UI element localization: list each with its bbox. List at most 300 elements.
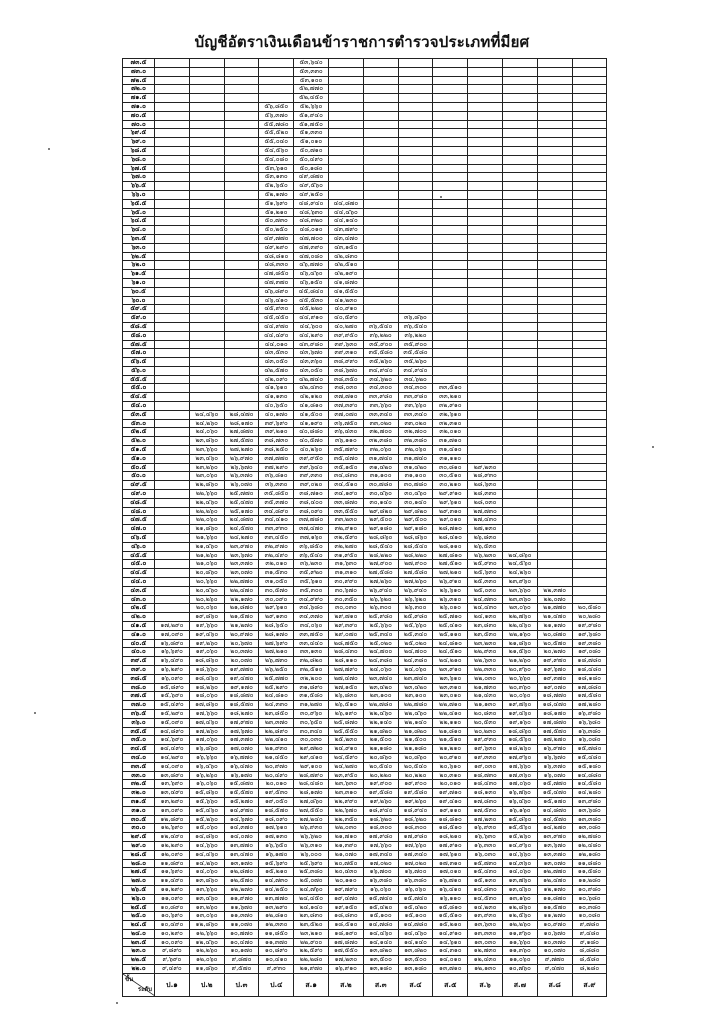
salary-cell: ๑๓,๒๙๐ bbox=[259, 903, 294, 912]
salary-cell bbox=[537, 578, 572, 587]
step-cell: ๕๘.๐ bbox=[123, 331, 155, 340]
table-row bbox=[123, 630, 607, 639]
salary-cell bbox=[572, 481, 607, 490]
salary-cell bbox=[155, 595, 190, 604]
salary-cell: ๒๑,๘๗๐ bbox=[224, 604, 259, 613]
salary-cell: ๒๔,๘๖๐ bbox=[502, 551, 537, 560]
step-cell: ๒๔.๕ bbox=[123, 921, 155, 930]
salary-cell: ๑๑,๒๗๐ bbox=[537, 912, 572, 921]
salary-cell: ๕๑,๗๕๐ bbox=[294, 120, 329, 129]
salary-cell bbox=[398, 155, 433, 164]
salary-cell: ๔๗,๓๙๐ bbox=[294, 243, 329, 252]
salary-cell: ๑๐,๓๘๐ bbox=[572, 903, 607, 912]
salary-cell bbox=[502, 287, 537, 296]
salary-cell bbox=[537, 331, 572, 340]
salary-cell: ๑๗,๒๖๐ bbox=[189, 727, 224, 736]
salary-cell bbox=[537, 155, 572, 164]
salary-cell bbox=[189, 120, 224, 129]
salary-cell: ๑๔,๑๔๐ bbox=[398, 938, 433, 947]
salary-cell: ๑๓,๖๘๐ bbox=[572, 806, 607, 815]
table-row bbox=[123, 102, 607, 111]
step-cell: ๒๕.๕ bbox=[123, 903, 155, 912]
salary-cell bbox=[502, 349, 537, 358]
salary-cell: ๑๓,๓๓๐ bbox=[468, 929, 503, 938]
table-row bbox=[123, 789, 607, 798]
salary-cell: ๒๐,๖๑๐ bbox=[433, 762, 468, 771]
salary-cell: ๒๙,๘๒๐ bbox=[363, 507, 398, 516]
salary-cell: ๒๕,๗๗๐ bbox=[259, 674, 294, 683]
salary-cell bbox=[433, 67, 468, 76]
salary-cell: ๒๘,๙๓๐ bbox=[468, 472, 503, 481]
salary-cell: ๑๙,๐๖๐ bbox=[189, 648, 224, 657]
salary-cell: ๑๖,๐๙๐ bbox=[155, 674, 190, 683]
salary-cell: ๒๐,๐๑๐ bbox=[433, 780, 468, 789]
salary-cell: ๒๔,๗๓๐ bbox=[468, 595, 503, 604]
level-header: ส.๕ bbox=[433, 973, 468, 996]
salary-cell bbox=[189, 366, 224, 375]
salary-cell: ๒๗,๘๖๐ bbox=[294, 797, 329, 806]
salary-cell: ๑๓,๘๒๐ bbox=[398, 947, 433, 956]
step-cell: ๒๗.๐ bbox=[123, 877, 155, 886]
salary-cell bbox=[537, 366, 572, 375]
salary-cell: ๒๗,๒๗๐ bbox=[224, 446, 259, 455]
salary-cell bbox=[468, 173, 503, 182]
salary-cell: ๓๘,๗๓๐ bbox=[259, 437, 294, 446]
salary-cell: ๒๐,๖๗๐ bbox=[224, 639, 259, 648]
salary-cell: ๒๐,๒๗๐ bbox=[537, 648, 572, 657]
salary-cell bbox=[502, 463, 537, 472]
salary-cell: ๑๒,๗๘๐ bbox=[572, 833, 607, 842]
salary-cell bbox=[155, 393, 190, 402]
salary-cell bbox=[398, 111, 433, 120]
salary-cell bbox=[363, 190, 398, 199]
salary-cell bbox=[572, 226, 607, 235]
salary-cell: ๒๙,๑๓๐ bbox=[259, 613, 294, 622]
salary-cell: ๒๘,๔๓๐ bbox=[328, 648, 363, 657]
salary-cell bbox=[537, 102, 572, 111]
table-row bbox=[123, 718, 607, 727]
salary-cell bbox=[189, 402, 224, 411]
step-cell: ๔๙.๕ bbox=[123, 481, 155, 490]
salary-cell bbox=[224, 349, 259, 358]
salary-cell: ๕๒,๖๕๐ bbox=[259, 182, 294, 191]
table-row bbox=[123, 507, 607, 516]
salary-cell: ๓๗,๗๘๐ bbox=[294, 516, 329, 525]
salary-cell bbox=[259, 59, 294, 68]
step-cell: ๔๙.๐ bbox=[123, 490, 155, 499]
salary-cell: ๑๓,๘๖๐ bbox=[189, 877, 224, 886]
salary-cell bbox=[189, 164, 224, 173]
salary-cell: ๓๐,๗๘๐ bbox=[398, 481, 433, 490]
step-cell: ๖๔.๕ bbox=[123, 217, 155, 226]
salary-cell bbox=[189, 129, 224, 138]
salary-cell bbox=[398, 296, 433, 305]
salary-cell: ๑๔,๙๖๐ bbox=[502, 841, 537, 850]
salary-cell: ๑๕,๗๘๐ bbox=[572, 745, 607, 754]
salary-cell: ๑๓,๗๗๐ bbox=[224, 841, 259, 850]
salary-cell bbox=[537, 296, 572, 305]
salary-cell bbox=[433, 331, 468, 340]
table-row bbox=[123, 270, 607, 279]
salary-cell: ๑๖,๙๘๐ bbox=[572, 709, 607, 718]
salary-cell: ๓๘,๙๙๐ bbox=[328, 358, 363, 367]
salary-cell: ๒๐,๐๖๐ bbox=[502, 692, 537, 701]
salary-cell: ๔๙,๘๗๐ bbox=[294, 173, 329, 182]
salary-cell: ๓๗,๑๖๐ bbox=[294, 534, 329, 543]
table-row bbox=[123, 824, 607, 833]
salary-cell: ๑๘,๕๗๐ bbox=[224, 701, 259, 710]
salary-cell bbox=[433, 340, 468, 349]
salary-cell: ๑๕,๗๓๐ bbox=[468, 859, 503, 868]
salary-cell: ๑๒,๔๙๐ bbox=[155, 833, 190, 842]
salary-cell: ๒๐,๗๕๐ bbox=[328, 859, 363, 868]
salary-cell: ๑๓,๔๗๐ bbox=[224, 850, 259, 859]
salary-cell: ๒๗,๒๑๐ bbox=[433, 569, 468, 578]
salary-cell: ๑๗,๒๓๐ bbox=[468, 815, 503, 824]
salary-cell bbox=[468, 358, 503, 367]
salary-cell bbox=[537, 542, 572, 551]
salary-cell: ๔๖,๔๑๐ bbox=[259, 296, 294, 305]
salary-cell: ๔๘,๓๒๐ bbox=[294, 217, 329, 226]
salary-cell: ๑๒,๘๑๐ bbox=[259, 912, 294, 921]
salary-cell bbox=[189, 138, 224, 147]
table-row bbox=[123, 877, 607, 886]
salary-cell: ๓๖,๒๒๐ bbox=[398, 331, 433, 340]
salary-cell: ๑๑,๕๘๐ bbox=[572, 868, 607, 877]
header-row bbox=[123, 973, 607, 996]
salary-cell: ๓๕,๙๐๐ bbox=[398, 340, 433, 349]
salary-cell: ๒๔,๒๗๐ bbox=[224, 534, 259, 543]
salary-cell: ๓๐,๙๙๐ bbox=[328, 578, 363, 587]
salary-cell: ๑๖,๔๖๐ bbox=[189, 762, 224, 771]
salary-cell: ๒๔,๙๑๐ bbox=[328, 745, 363, 754]
salary-cell: ๔๔,๐๑๐ bbox=[259, 340, 294, 349]
salary-cell: ๑๘,๒๖๐ bbox=[502, 745, 537, 754]
salary-cell: ๑๐,๐๙๐ bbox=[155, 938, 190, 947]
table-row bbox=[123, 199, 607, 208]
salary-cell bbox=[468, 366, 503, 375]
salary-cell: ๒๗,๘๑๐ bbox=[433, 551, 468, 560]
salary-cell: ๔๐,๕๙๐ bbox=[328, 314, 363, 323]
step-cell: ๖๒.๕ bbox=[123, 252, 155, 261]
salary-cell: ๒๓,๒๓๐ bbox=[468, 639, 503, 648]
salary-cell: ๑๗,๖๖๐ bbox=[189, 709, 224, 718]
salary-cell bbox=[468, 111, 503, 120]
salary-cell: ๒๓,๒๖๐ bbox=[189, 463, 224, 472]
step-cell: ๕๒.๐ bbox=[123, 437, 155, 446]
salary-cell bbox=[433, 217, 468, 226]
step-cell: ๔๘.๕ bbox=[123, 498, 155, 507]
salary-cell: ๒๗,๑๕๐ bbox=[328, 683, 363, 692]
salary-cell bbox=[189, 314, 224, 323]
salary-cell bbox=[502, 340, 537, 349]
salary-cell: ๓๙,๖๔๐ bbox=[294, 463, 329, 472]
salary-cell: ๑๕,๔๘๐ bbox=[572, 753, 607, 762]
salary-cell: ๓๐,๘๑๐ bbox=[433, 463, 468, 472]
salary-cell bbox=[502, 446, 537, 455]
salary-cell bbox=[537, 402, 572, 411]
salary-cell: ๒๑,๔๓๐ bbox=[468, 692, 503, 701]
salary-cell bbox=[433, 358, 468, 367]
salary-cell bbox=[433, 287, 468, 296]
salary-cell: ๑๐,๔๙๐ bbox=[155, 921, 190, 930]
step-cell: ๖๑.๐ bbox=[123, 278, 155, 287]
salary-cell: ๑๑,๘๘๐ bbox=[572, 859, 607, 868]
salary-cell: ๓๑,๘๙๐ bbox=[294, 683, 329, 692]
salary-cell: ๑๙,๔๗๐ bbox=[328, 894, 363, 903]
salary-cell: ๒๑,๘๒๐ bbox=[363, 727, 398, 736]
salary-cell: ๑๘,๗๗๐ bbox=[537, 692, 572, 701]
salary-cell: ๑๘,๖๖๐ bbox=[189, 665, 224, 674]
salary-cell: ๑๒,๗๓๐ bbox=[468, 947, 503, 956]
salary-cell bbox=[224, 199, 259, 208]
salary-cell: ๑๒,๖๖๐ bbox=[189, 929, 224, 938]
salary-cell bbox=[502, 384, 537, 393]
salary-cell bbox=[537, 146, 572, 155]
salary-cell bbox=[433, 146, 468, 155]
salary-cell bbox=[155, 67, 190, 76]
salary-cell: ๒๗,๒๔๐ bbox=[294, 815, 329, 824]
salary-cell: ๓๕,๖๑๐ bbox=[294, 578, 329, 587]
salary-cell bbox=[398, 76, 433, 85]
salary-cell: ๒๐,๒๒๐ bbox=[363, 771, 398, 780]
salary-cell: ๓๐,๗๘๐ bbox=[363, 481, 398, 490]
salary-cell bbox=[189, 102, 224, 111]
salary-cell bbox=[433, 261, 468, 270]
salary-cell: ๔๘,๓๓๐ bbox=[259, 261, 294, 270]
salary-cell bbox=[189, 305, 224, 314]
salary-cell: ๑๙,๔๖๐ bbox=[502, 709, 537, 718]
salary-cell: ๒๑,๗๓๐ bbox=[468, 683, 503, 692]
salary-cell bbox=[155, 146, 190, 155]
salary-cell bbox=[502, 481, 537, 490]
step-cell: ๕๖.๕ bbox=[123, 358, 155, 367]
salary-cell: ๔๐,๘๘๐ bbox=[294, 428, 329, 437]
salary-cell bbox=[224, 85, 259, 94]
salary-cell: ๑๓,๙๓๐ bbox=[468, 912, 503, 921]
step-cell: ๗๒.๐ bbox=[123, 85, 155, 94]
salary-cell: ๑๘,๙๔๐ bbox=[363, 806, 398, 815]
scan-speck bbox=[34, 712, 36, 714]
salary-cell bbox=[572, 305, 607, 314]
salary-cell: ๒๐,๓๑๐ bbox=[433, 771, 468, 780]
salary-cell bbox=[572, 102, 607, 111]
level-header: ป.๒ bbox=[189, 973, 224, 996]
step-cell: ๖๖.๐ bbox=[123, 190, 155, 199]
salary-cell: ๑๖,๗๐๐ bbox=[398, 868, 433, 877]
salary-cell: ๔๙,๒๙๐ bbox=[259, 243, 294, 252]
salary-cell: ๒๖,๙๗๐ bbox=[224, 454, 259, 463]
salary-cell bbox=[433, 190, 468, 199]
salary-cell bbox=[572, 67, 607, 76]
salary-cell: ๑๕,๑๐๐ bbox=[363, 912, 398, 921]
salary-cell bbox=[502, 296, 537, 305]
salary-cell bbox=[328, 164, 363, 173]
level-header: ส.๒ bbox=[328, 973, 363, 996]
salary-cell bbox=[502, 111, 537, 120]
salary-cell bbox=[189, 217, 224, 226]
salary-cell: ๓๔,๓๐๐ bbox=[363, 384, 398, 393]
salary-cell bbox=[502, 366, 537, 375]
scan-speck bbox=[116, 1002, 118, 1004]
salary-cell: ๔๓,๗๙๐ bbox=[328, 226, 363, 235]
salary-cell: ๒๘,๒๒๐ bbox=[363, 551, 398, 560]
salary-cell: ๒๐,๙๗๐ bbox=[224, 630, 259, 639]
salary-cell bbox=[155, 560, 190, 569]
salary-cell bbox=[224, 146, 259, 155]
salary-cell: ๓๔,๖๒๐ bbox=[363, 375, 398, 384]
salary-cell: ๒๗,๘๗๐ bbox=[224, 428, 259, 437]
salary-cell bbox=[363, 261, 398, 270]
table-row bbox=[123, 542, 607, 551]
step-cell: ๕๗.๕ bbox=[123, 340, 155, 349]
salary-cell bbox=[189, 111, 224, 120]
table-row bbox=[123, 164, 607, 173]
salary-cell: ๓๖,๘๕๐ bbox=[294, 542, 329, 551]
salary-cell: ๑๙,๐๕๐ bbox=[259, 797, 294, 806]
salary-cell bbox=[155, 331, 190, 340]
salary-cell: ๒๐,๓๗๐ bbox=[224, 648, 259, 657]
salary-cell: ๑๙,๙๓๐ bbox=[468, 736, 503, 745]
table-row bbox=[123, 402, 607, 411]
salary-cell bbox=[189, 384, 224, 393]
salary-cell: ๑๘,๘๗๐ bbox=[224, 692, 259, 701]
salary-cell bbox=[398, 102, 433, 111]
step-cell: ๒๔.๐ bbox=[123, 929, 155, 938]
salary-cell: ๘,๒๘๐ bbox=[572, 965, 607, 974]
salary-cell: ๒๒,๕๙๐ bbox=[294, 947, 329, 956]
salary-cell: ๔๖,๘๙๐ bbox=[259, 287, 294, 296]
salary-cell bbox=[572, 138, 607, 147]
salary-cell: ๒๑,๒๖๐ bbox=[189, 551, 224, 560]
salary-cell: ๒๒,๙๙๐ bbox=[328, 797, 363, 806]
salary-cell: ๒๓,๐๗๐ bbox=[224, 569, 259, 578]
salary-cell: ๒๕,๕๕๐ bbox=[328, 727, 363, 736]
salary-cell: ๑๔,๕๗๐ bbox=[537, 815, 572, 824]
salary-cell: ๑๖,๗๐๐ bbox=[363, 868, 398, 877]
salary-cell bbox=[398, 243, 433, 252]
salary-cell: ๑๕,๕๗๐ bbox=[224, 789, 259, 798]
salary-cell: ๓๔,๙๔๐ bbox=[398, 366, 433, 375]
salary-cell: ๒๔,๕๑๐ bbox=[433, 648, 468, 657]
salary-cell: ๓๒,๔๙๐ bbox=[259, 551, 294, 560]
salary-cell: ๒๕,๒๓๐ bbox=[328, 736, 363, 745]
salary-cell bbox=[224, 190, 259, 199]
salary-cell: ๓๔,๖๘๐ bbox=[294, 604, 329, 613]
salary-cell: ๕๐,๗๑๐ bbox=[294, 146, 329, 155]
salary-cell: ๓๕,๓๗๐ bbox=[259, 498, 294, 507]
salary-cell: ๑๗,๘๘๐ bbox=[572, 683, 607, 692]
salary-cell: ๒๓,๖๖๐ bbox=[189, 446, 224, 455]
step-cell: ๒๗.๕ bbox=[123, 868, 155, 877]
step-cell: ๔๔.๐ bbox=[123, 578, 155, 587]
step-cell: ๓๐.๕ bbox=[123, 815, 155, 824]
salary-cell: ๑๘,๔๓๐ bbox=[468, 780, 503, 789]
table-row bbox=[123, 613, 607, 622]
salary-cell: ๑๑,๒๙๐ bbox=[155, 885, 190, 894]
salary-cell bbox=[363, 314, 398, 323]
salary-cell bbox=[155, 190, 190, 199]
step-cell: ๒๖.๐ bbox=[123, 894, 155, 903]
step-cell: ๔๒.๕ bbox=[123, 604, 155, 613]
salary-cell bbox=[155, 428, 190, 437]
salary-cell bbox=[363, 199, 398, 208]
salary-cell: ๙,๔๗๐ bbox=[537, 965, 572, 974]
salary-cell: ๓๒,๗๐๐ bbox=[363, 428, 398, 437]
salary-cell: ๒๓,๘๕๐ bbox=[259, 709, 294, 718]
salary-cell: ๓๒,๓๘๐ bbox=[398, 437, 433, 446]
salary-cell bbox=[468, 67, 503, 76]
salary-cell: ๒๕,๖๖๐ bbox=[363, 622, 398, 631]
salary-cell: ๑๐,๖๙๐ bbox=[155, 912, 190, 921]
salary-cell: ๒๐,๐๑๐ bbox=[259, 780, 294, 789]
table-row bbox=[123, 947, 607, 956]
salary-cell: ๑๓,๔๙๐ bbox=[155, 789, 190, 798]
corner-level-label: ระดับ bbox=[137, 985, 152, 993]
salary-cell: ๔๘,๐๑๐ bbox=[294, 226, 329, 235]
salary-cell: ๑๑,๓๗๐ bbox=[224, 912, 259, 921]
corner-step-label: ขั้น bbox=[125, 975, 134, 983]
salary-cell: ๑๒,๘๖๐ bbox=[189, 921, 224, 930]
salary-cell: ๑๗,๐๙๐ bbox=[155, 630, 190, 639]
level-header: ส.๔ bbox=[398, 973, 433, 996]
salary-cell bbox=[155, 481, 190, 490]
salary-cell: ๑๗,๘๗๐ bbox=[328, 938, 363, 947]
table-row bbox=[123, 692, 607, 701]
salary-cell bbox=[363, 120, 398, 129]
salary-cell: ๑๖,๐๖๐ bbox=[398, 885, 433, 894]
salary-cell bbox=[502, 94, 537, 103]
salary-cell bbox=[468, 340, 503, 349]
step-cell: ๒๕.๐ bbox=[123, 912, 155, 921]
step-cell: ๖๐.๐ bbox=[123, 296, 155, 305]
salary-cell: ๑๙,๙๘๐ bbox=[572, 622, 607, 631]
salary-cell bbox=[433, 111, 468, 120]
salary-cell: ๒๑,๕๖๐ bbox=[502, 648, 537, 657]
salary-cell: ๒๘,๒๒๐ bbox=[398, 551, 433, 560]
salary-cell: ๒๐,๙๑๐ bbox=[433, 753, 468, 762]
salary-cell: ๑๑,๐๗๐ bbox=[224, 921, 259, 930]
salary-cell: ๒๓,๓๑๐ bbox=[433, 683, 468, 692]
salary-cell: ๓๐,๓๕๐ bbox=[328, 595, 363, 604]
table-row bbox=[123, 938, 607, 947]
table-row bbox=[123, 956, 607, 965]
salary-cell: ๔๐,๒๗๐ bbox=[328, 322, 363, 331]
salary-cell: ๓๔,๘๙๐ bbox=[259, 507, 294, 516]
salary-cell bbox=[398, 146, 433, 155]
salary-cell: ๔๐,๖๕๐ bbox=[259, 402, 294, 411]
salary-cell: ๑๑,๙๖๐ bbox=[502, 929, 537, 938]
salary-cell: ๒๐,๘๓๐ bbox=[468, 709, 503, 718]
salary-cell bbox=[398, 85, 433, 94]
salary-cell: ๔๔,๑๔๐ bbox=[328, 217, 363, 226]
salary-cell: ๑๔,๘๗๐ bbox=[537, 806, 572, 815]
salary-cell: ๒๒,๘๖๐ bbox=[189, 481, 224, 490]
salary-cell: ๑๔,๓๑๐ bbox=[433, 947, 468, 956]
salary-cell bbox=[155, 234, 190, 243]
salary-cell: ๑๒,๔๘๐ bbox=[572, 841, 607, 850]
salary-cell: ๓๕,๒๖๐ bbox=[363, 358, 398, 367]
salary-cell bbox=[224, 331, 259, 340]
salary-cell: ๓๓,๔๕๐ bbox=[259, 534, 294, 543]
salary-cell: ๑๗,๕๘๐ bbox=[572, 692, 607, 701]
salary-cell: ๑๐,๗๖๐ bbox=[502, 965, 537, 974]
salary-cell: ๒๒,๗๖๐ bbox=[502, 613, 537, 622]
salary-cell: ๒๕,๔๗๐ bbox=[224, 498, 259, 507]
salary-cell: ๕๓,๑๓๐ bbox=[259, 173, 294, 182]
salary-cell: ๒๑,๖๖๐ bbox=[189, 534, 224, 543]
salary-cell bbox=[572, 234, 607, 243]
